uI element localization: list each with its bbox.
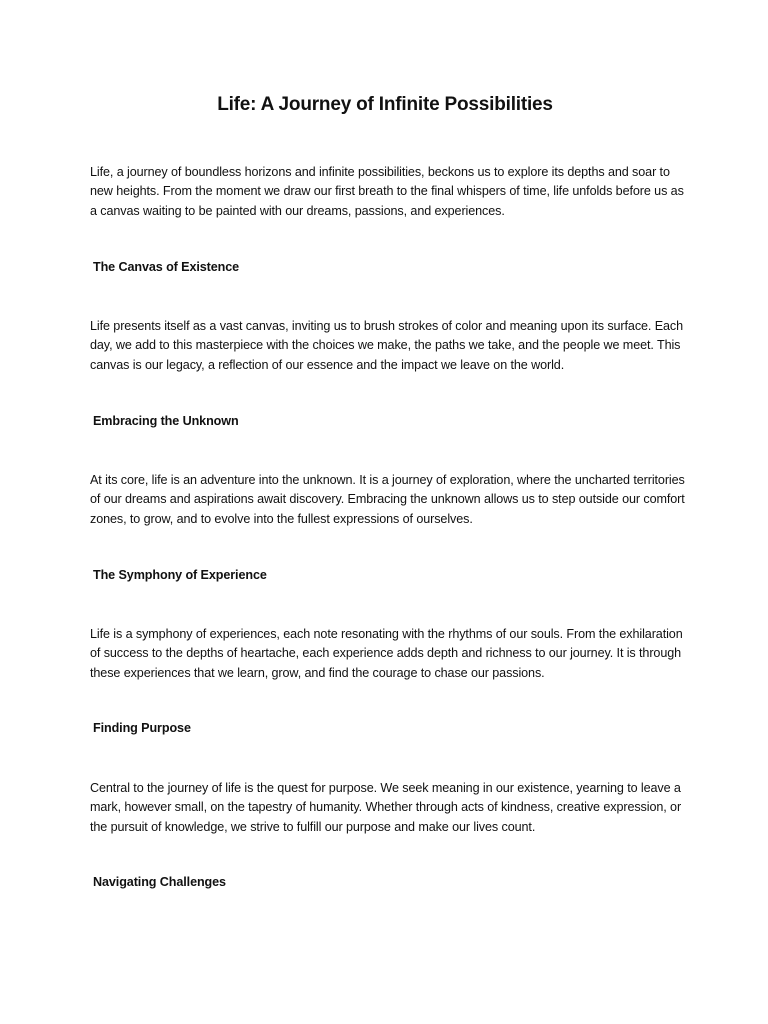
section-body-symphony-of-experience: Life is a symphony of experiences, each note resonating with the rhythms of our souls. From the exhilaration of success to the depths of heartache, each experience adds depth and richness to our journey. It is through these experiences that we learn, grow, and find the courage to chase our passions. bbox=[90, 627, 683, 680]
section-body-embracing-the-unknown: At its core, life is an adventure into the unknown. It is a journey of exploration, where the uncharted territories of our dreams and aspirations await discovery. Embracing the unknown allows us to step outside our comfort zones, to grow, and to evolve into the fullest expressions of ourselves. bbox=[90, 473, 685, 526]
section-heading-canvas-of-existence: The Canvas of Existence bbox=[93, 260, 240, 274]
section-body-finding-purpose: Central to the journey of life is the quest for purpose. We seek meaning in our existence, yearning to leave a mark, however small, on the tapestry of humanity. Whether through acts of kindness, creative expression, or the pursuit of knowledge, we strive to fulfill our purpose and make our lives count. bbox=[90, 781, 682, 834]
document-title: Life: A Journey of Infinite Possibilities bbox=[217, 94, 553, 115]
section-heading-navigating-challenges: Navigating Challenges bbox=[93, 875, 226, 889]
section-heading-finding-purpose: Finding Purpose bbox=[93, 721, 191, 735]
section-heading-embracing-the-unknown: Embracing the Unknown bbox=[93, 414, 239, 428]
section-heading-symphony-of-experience: The Symphony of Experience bbox=[93, 568, 267, 582]
section-body-canvas-of-existence: Life presents itself as a vast canvas, inviting us to brush strokes of color and meaning upon its surface. Each day, we add to this masterpiece with the choices we make, the paths we take, and the people we meet. This canvas is our legacy, a reflection of our essence and the impact we leave on the world. bbox=[90, 319, 684, 372]
intro-paragraph: Life, a journey of boundless horizons and infinite possibilities, beckons us to explore its depths and soar to new heights. From the moment we draw our first breath to the final whispers of time, life unfolds before us as a canvas waiting to be painted with our dreams, passions, and experiences. bbox=[90, 165, 684, 218]
